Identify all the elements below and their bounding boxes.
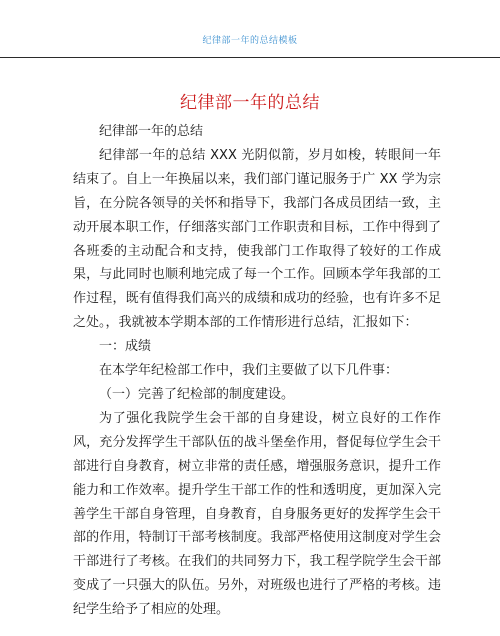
paragraph-subtitle: 纪律部一年的总结 — [99, 124, 204, 139]
subsection-heading-1: （一）完善了纪检部的制度建设。 — [99, 386, 295, 402]
section-heading-achievements: 一：成绩 — [99, 339, 152, 355]
document-body — [73, 120, 441, 622]
paragraph-intro: 纪律部一年的总结 XXX 光阴似箭，岁月如梭，转眼间一年结束了。自上一年换届以来，我们部门谨记服务于广 XX 学为宗旨，在分院各领导的关怀和指导下，我部门各成员团结一致，主动开展本职工作，仔细落实部门工作职责和目标，工作中得到了各班委的主动配合和支持，使我部门工作取得了较好的工作成果，与此同时也顺利地完成了每一个工作。回顾本学年我部的工作过程，既有值得我们高兴的成绩和成功的经验，也有许多不足之处。，我就被本学期本部的工作情形进行总结，汇报如下： — [73, 147, 441, 331]
header-divider — [0, 57, 500, 58]
paragraph-body: 为了强化我院学生会干部的自身建设，树立良好的工作作风，充分发挥学生干部队伍的战斗堡垒作用，督促每位学生会干部进行自身教育，树立非常的责任感，增强服务意识，提升工作能力和工作效率。提升学生干部工作的性和透明度，更加深入完善学生干部自身管理，自身教育，自身服务更好的发挥学生会干部的作用，特制订干部考核制度。我部严格使用这制度对学生会干部进行了考核。在我们的共同努力下，我工程学院学生会干部变成了一只强大的队伍。另外，对班级也进行了严格的考核。违纪学生给予了相应的处理。 — [73, 410, 441, 618]
paragraph-summary-lead: 在本学年纪检部工作中，我们主要做了以下几件事： — [99, 363, 399, 379]
running-header: 纪律部一年的总结模板 — [202, 36, 298, 46]
document-title: 纪律部一年的总结 — [180, 93, 320, 113]
